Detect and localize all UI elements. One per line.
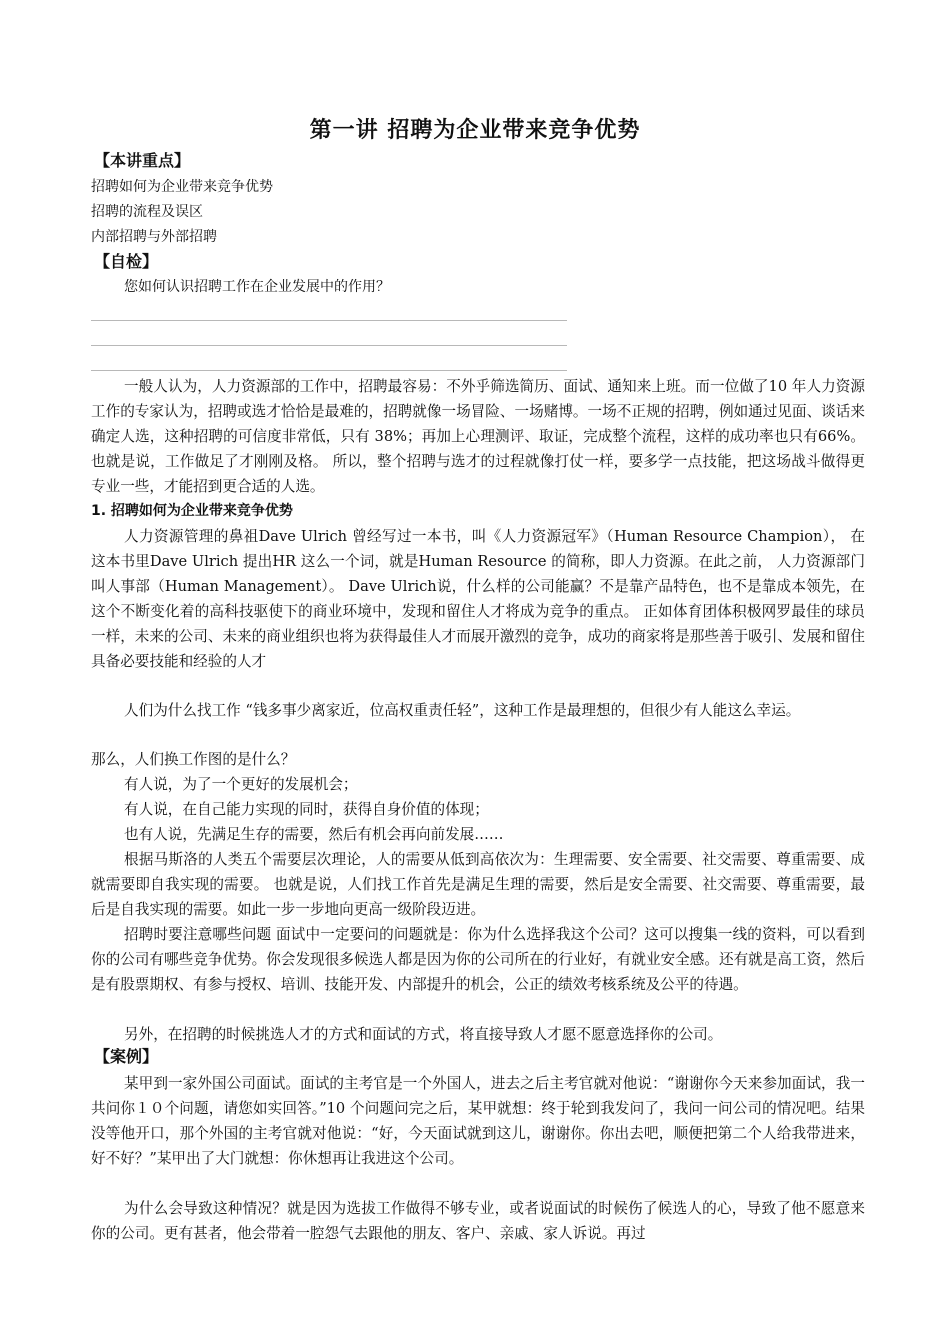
body-paragraph: 另外，在招聘的时候挑选人才的方式和面试的方式，将直接导致人才愿不愿意选择你的公司。 [124,1026,723,1043]
answer-line [91,345,567,346]
page-title: 第一讲 招聘为企业带来竞争优势 [309,118,641,143]
answer-line [91,320,567,321]
body-paragraph: 招聘时要注意哪些问题 面试中一定要问的问题就是：你为什么选择我这个公司？这可以搜集一线的资料，可以看到你的公司有哪些竞争优势。你会发现很多候选人都是因为你的公司所在的行业好，有就业安全感。还有就是高工资，然后是有股票期权、有参与授权、培训、技能开发、内部提升的机会，公正的绩效考核系统及公平的待遇。 [91,926,865,993]
body-paragraph: 有人说，在自己能力实现的同时，获得自身价值的体现； [124,801,489,818]
body-paragraph: 有人说，为了一个更好的发展机会； [124,776,358,793]
selfcheck-question: 您如何认识招聘工作在企业发展中的作用？ [124,279,390,295]
intro-paragraph: 一般人认为，人力资源部的工作中，招聘最容易：不外乎筛选简历、面试、通知来上班。而一位做了10 年人力资源工作的专家认为，招聘或选才恰恰是最难的，招聘就像一场冒险、一场赌博。一场不正规的招聘，例如通过见面、谈话来确定人选，这种招聘的可信度非常低，只有 38%；再加上心理测评、取证，完成整个流程，这样的成功率也只有66%。也就是说，工作做足了才刚刚及格。 所以，整个招聘与选才的过程就像打仗一样，要多学一点技能，把这场战斗做得更专业一些，才能招到更合适的人选。 [91,378,865,495]
case-paragraph: 为什么会导致这种情况？就是因为选拔工作做得不够专业，或者说面试的时候伤了候选人的心，导致了他不愿意来你的公司。更有甚者，他会带着一腔怨气去跟他的朋友、客户、亲戚、家人诉说。再过 [91,1200,865,1242]
focus-item: 招聘如何为企业带来竞争优势 [91,179,273,195]
answer-line [91,370,567,371]
focus-heading: 【本讲重点】 [94,151,191,170]
body-paragraph: 也有人说，先满足生存的需要，然后有机会再向前发展…… [124,826,504,843]
focus-item: 招聘的流程及误区 [91,204,203,220]
section-heading: 1. 招聘如何为企业带来竞争优势 [91,503,293,519]
body-paragraph: 根据马斯洛的人类五个需要层次理论，人的需要从低到高依次为：生理需要、安全需要、社交需要、尊重需要、成就需要即自我实现的需要。 也就是说，人们找工作首先是满足生理的需要，然后是安全需要、社交需要、尊重需要，最后是自我实现的需要。如此一步一步地向更高一级阶段迈进。 [91,851,865,918]
case-heading: 【案例】 [94,1047,159,1066]
body-paragraph: 那么，人们换工作图的是什么？ [91,751,296,768]
body-paragraph: 人们为什么找工作 “钱多事少离家近，位高权重责任轻”，这种工作是最理想的，但很少有人能这么幸运。 [124,702,801,719]
focus-item: 内部招聘与外部招聘 [91,229,217,245]
case-paragraph: 某甲到一家外国公司面试。面试的主考官是一个外国人，进去之后主考官就对他说：“谢谢你今天来参加面试，我一共问你１０个问题，请您如实回答。”10 个问题问完之后，某甲就想：终于轮到我发问了，我问一问公司的情况吧。结果没等他开口，那个外国的主考官就对他说：“好，今天面试就到这儿，谢谢你。你出去吧，顺便把第二个人给我带进来，好不好？”某甲出了大门就想：你休想再让我进这个公司。 [91,1075,865,1167]
body-paragraph: 人力资源管理的鼻祖Dave Ulrich 曾经写过一本书，叫《人力资源冠军》（Human Resource Champion）， 在这本书里Dave Ulrich 提出HR 这么一个词，就是Human Resource 的简称，即人力资源。在此之前， 人力资源部门叫人事部（Human Management）。 Dave Ulrich说，什么样的公司能赢？不是靠产品特色，也不是靠成本领先，在这个不断变化着的高科技驱使下的商业环境中，发现和留住人才将成为竞争的重点。 正如体育团体积极网罗最佳的球员一样，未来的公司、未来的商业组织也将为获得最佳人才而展开激烈的竞争，成功的商家将是那些善于吸引、发展和留住具备必要技能和经验的人才 [91,528,865,670]
selfcheck-heading: 【自检】 [94,252,159,271]
